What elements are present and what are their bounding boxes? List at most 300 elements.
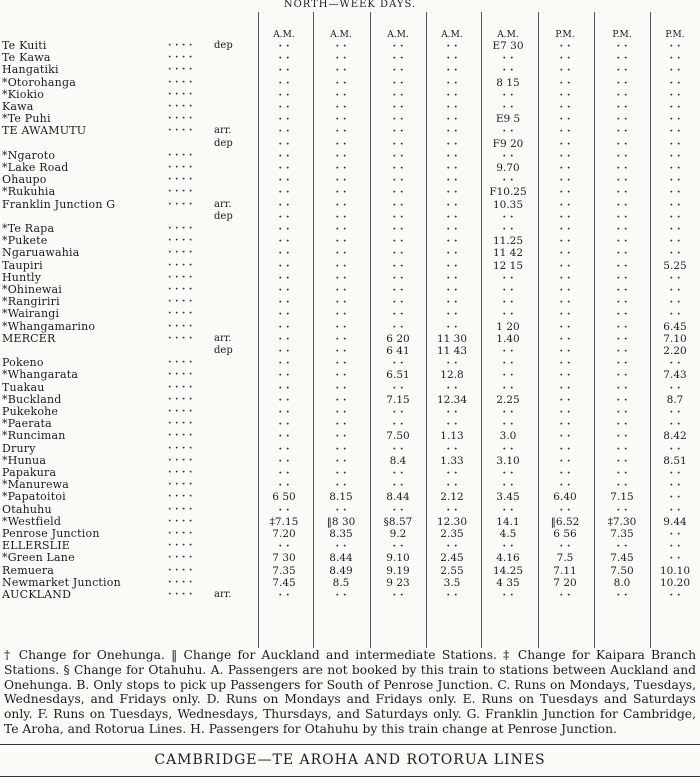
time-cell: · · (616, 198, 628, 211)
time-cell: · · (278, 247, 290, 260)
leader-dots: · · · · (168, 186, 193, 198)
leader-dots: · · · · (168, 454, 193, 466)
time-cell: · · (278, 113, 290, 126)
station-name: *Whangamarino (2, 319, 96, 333)
station-name: AUCKLAND (2, 588, 72, 601)
time-cell: · · (616, 357, 628, 370)
time-cell: · · (335, 479, 347, 492)
time-cell: · · (616, 125, 628, 138)
time-cell: · · (669, 223, 681, 235)
station-name: *Westfield (2, 514, 62, 528)
time-cell: · · (335, 345, 347, 357)
time-cell: · · (616, 284, 628, 296)
leader-dots: · · · · (168, 308, 193, 320)
time-cell: · · (616, 271, 628, 284)
arr-dep-mark: dep (214, 345, 233, 356)
timetable-grid (0, 12, 700, 648)
time-cell: 7.10 (663, 332, 687, 345)
time-cell: · · (616, 540, 628, 553)
time-cell: · · (559, 418, 571, 431)
time-cell: · · (502, 357, 514, 370)
time-cell: 11.25 (492, 235, 524, 248)
station-name: *Whangarata (2, 368, 79, 382)
time-cell: 9.70 (496, 162, 520, 174)
timetable-row (0, 235, 700, 247)
station-name: *Pukete (2, 234, 48, 248)
time-cell: 9 23 (386, 576, 410, 589)
time-cell: · · (335, 40, 347, 52)
time-cell: · · (559, 369, 571, 382)
time-cell: · · (278, 52, 290, 65)
time-cell: · · (392, 308, 404, 321)
time-cell: 8.51 (663, 454, 687, 467)
time-cell: · · (278, 64, 290, 77)
station-name: *Ngaroto (2, 148, 56, 162)
time-cell: 8.44 (329, 552, 353, 565)
time-cell: · · (616, 418, 628, 431)
time-cell: · · (669, 137, 681, 150)
time-cell: · · (502, 540, 514, 553)
time-cell: · · (446, 284, 458, 296)
station-name: *Rukuhia (2, 185, 56, 199)
time-cell: · · (278, 40, 290, 52)
time-cell: · · (502, 467, 514, 479)
leader-dots: · · · · (168, 515, 193, 527)
time-cell: · · (278, 320, 290, 333)
time-cell: · · (278, 418, 290, 431)
timetable-row (0, 565, 700, 577)
time-cell: · · (446, 418, 458, 431)
time-cell: · · (559, 406, 571, 418)
time-cell: · · (446, 540, 458, 553)
time-cell: · · (392, 210, 404, 223)
time-cell: · · (559, 589, 571, 601)
time-cell: 3.45 (496, 491, 520, 504)
time-cell: · · (278, 223, 290, 235)
time-cell: · · (559, 332, 571, 345)
time-cell: · · (278, 345, 290, 357)
time-cell: · · (278, 589, 290, 601)
timetable-row (0, 491, 700, 503)
time-cell: 7.35 (272, 564, 296, 577)
time-cell: · · (335, 393, 347, 406)
time-cell: · · (392, 442, 404, 455)
time-cell: · · (669, 491, 681, 504)
time-cell: · · (559, 381, 571, 394)
time-cell: · · (669, 113, 681, 126)
time-cell: · · (559, 113, 571, 126)
column-header-c8: P.M. (665, 30, 685, 40)
time-cell: · · (616, 467, 628, 479)
footer-rule-bottom (0, 776, 700, 777)
time-cell: · · (616, 101, 628, 113)
time-cell: · · (392, 296, 404, 309)
timetable-row (0, 174, 700, 186)
time-cell: · · (446, 162, 458, 174)
time-cell: ‖6.52 (550, 515, 580, 528)
time-cell: · · (616, 162, 628, 174)
time-cell: · · (446, 40, 458, 52)
time-cell: · · (669, 88, 681, 101)
time-cell: 8.15 (329, 491, 353, 504)
time-cell: · · (669, 210, 681, 223)
timetable-row (0, 382, 700, 394)
time-cell: · · (669, 101, 681, 113)
time-cell: · · (502, 64, 514, 77)
leader-dots: · · · · (168, 296, 193, 308)
time-cell: · · (278, 540, 290, 553)
timetable-row (0, 540, 700, 552)
column-header-c3: A.M. (387, 30, 409, 40)
time-cell: 11 43 (436, 345, 468, 357)
time-cell: · · (278, 442, 290, 455)
time-cell: · · (278, 381, 290, 394)
timetable-row (0, 589, 700, 601)
time-cell: · · (616, 406, 628, 418)
timetable-row (0, 260, 700, 272)
time-cell: · · (669, 406, 681, 418)
time-cell: · · (392, 113, 404, 126)
leader-dots: · · · · (168, 491, 193, 503)
timetable-row (0, 577, 700, 589)
time-cell: · · (335, 430, 347, 443)
leader-dots: · · · · (168, 540, 193, 552)
time-cell: 7 30 (272, 552, 296, 565)
time-cell: · · (278, 503, 290, 516)
time-cell: · · (446, 320, 458, 333)
leader-dots: · · · · (168, 284, 193, 295)
time-cell: · · (335, 308, 347, 321)
station-name: Te Kawa (2, 51, 51, 65)
time-cell: · · (278, 393, 290, 406)
time-cell: · · (278, 369, 290, 382)
timetable-row (0, 369, 700, 381)
time-cell: · · (278, 198, 290, 211)
time-cell: · · (278, 332, 290, 345)
time-cell: · · (559, 210, 571, 223)
section-title: CAMBRIDGE—TE AROHA AND ROTORUA LINES (154, 752, 546, 768)
time-cell: 1.33 (440, 454, 464, 467)
time-cell: 6.40 (553, 491, 577, 504)
time-cell: · · (278, 284, 290, 296)
time-cell: · · (669, 540, 681, 553)
timetable-row (0, 504, 700, 516)
station-name: Papakura (2, 466, 57, 479)
time-cell: · · (335, 284, 347, 296)
time-cell: 3.5 (443, 576, 461, 589)
leader-dots: · · · · (168, 174, 193, 186)
time-cell: · · (392, 357, 404, 370)
time-cell: 8 15 (496, 76, 520, 89)
leader-dots: · · · · (168, 369, 193, 381)
time-cell: · · (616, 308, 628, 321)
leader-dots: · · · · (168, 259, 193, 271)
time-cell: 10.10 (659, 564, 691, 577)
time-cell: · · (278, 430, 290, 443)
time-cell: · · (559, 174, 571, 187)
timetable-row (0, 467, 700, 479)
time-cell: · · (669, 479, 681, 492)
time-cell: · · (278, 162, 290, 174)
time-cell: 9.2 (389, 528, 407, 540)
timetable-row (0, 101, 700, 113)
station-name: Taupiri (2, 258, 43, 272)
time-cell: 7.45 (272, 576, 296, 589)
time-cell: · · (446, 198, 458, 211)
time-cell: · · (278, 210, 290, 223)
time-cell: · · (559, 430, 571, 443)
leader-dots: · · · · (168, 101, 193, 112)
time-cell: · · (502, 174, 514, 187)
time-cell: · · (669, 52, 681, 65)
time-cell: · · (559, 503, 571, 516)
station-name: *Manurewa (2, 478, 70, 492)
timetable-row (0, 77, 700, 89)
time-cell: · · (502, 479, 514, 492)
station-name: Tuakau (2, 380, 45, 394)
time-cell: · · (669, 528, 681, 540)
time-cell: · · (446, 479, 458, 492)
time-cell: · · (335, 235, 347, 248)
time-cell: E9 5 (495, 113, 521, 126)
leader-dots: · · · · (168, 467, 193, 478)
leader-dots: · · · · (168, 528, 193, 539)
time-cell: · · (446, 442, 458, 455)
time-cell: · · (669, 198, 681, 211)
leader-dots: · · · · (168, 113, 193, 125)
time-cell: 2.12 (440, 491, 464, 504)
time-cell: · · (446, 308, 458, 321)
time-cell: · · (278, 76, 290, 89)
time-cell: · · (669, 235, 681, 248)
time-cell: · · (502, 210, 514, 223)
time-cell: · · (616, 64, 628, 77)
time-cell: 6 50 (272, 491, 296, 504)
station-name: *Otorohanga (2, 75, 76, 89)
time-cell: · · (392, 467, 404, 479)
timetable-row (0, 345, 700, 357)
time-cell: · · (502, 418, 514, 431)
time-cell: · · (446, 247, 458, 260)
time-cell: · · (616, 454, 628, 467)
leader-dots: · · · · (168, 381, 193, 393)
time-cell: · · (446, 467, 458, 479)
time-cell: · · (559, 479, 571, 492)
time-cell: · · (669, 271, 681, 284)
leader-dots: · · · · (168, 320, 193, 332)
timetable-row (0, 479, 700, 491)
time-cell: · · (559, 271, 571, 284)
time-cell: · · (616, 259, 628, 272)
time-cell: · · (278, 296, 290, 309)
time-cell: · · (559, 320, 571, 333)
time-cell: · · (392, 381, 404, 394)
arr-dep-mark: arr. (214, 198, 232, 210)
time-cell: · · (392, 247, 404, 260)
time-cell: · · (335, 406, 347, 418)
time-cell: · · (502, 88, 514, 101)
station-name: *Wairangi (2, 307, 60, 321)
time-cell: 6 41 (386, 345, 410, 357)
time-cell: 11 42 (492, 247, 524, 260)
footnotes (4, 648, 696, 737)
column-header-c2: A.M. (330, 30, 352, 40)
time-cell: · · (278, 479, 290, 492)
time-cell: · · (559, 235, 571, 248)
time-cell: · · (278, 271, 290, 284)
time-cell: · · (616, 52, 628, 65)
station-name: Franklin Junction G (2, 197, 116, 211)
time-cell: · · (502, 589, 514, 601)
time-cell: · · (446, 113, 458, 126)
station-name: *Ohinewai (2, 283, 63, 296)
time-cell: · · (446, 589, 458, 601)
time-cell: · · (502, 308, 514, 321)
time-cell: · · (335, 442, 347, 455)
time-cell: · · (446, 186, 458, 199)
time-cell: 1.13 (440, 430, 464, 443)
time-cell: 14.1 (496, 515, 520, 528)
station-name: TE AWAMUTU (2, 124, 87, 138)
time-cell: · · (669, 589, 681, 601)
timetable-row (0, 186, 700, 198)
leader-dots: · · · · (168, 271, 193, 283)
leader-dots: · · · · (168, 52, 193, 64)
time-cell: 8.5 (332, 576, 350, 589)
leader-dots: · · · · (168, 564, 193, 576)
timetable-row (0, 394, 700, 406)
time-cell: · · (335, 137, 347, 150)
time-cell: 6.51 (386, 369, 410, 382)
time-cell: · · (446, 210, 458, 223)
column-header-c5: A.M. (497, 30, 519, 40)
timetable-row (0, 321, 700, 333)
time-cell: §8.57 (383, 515, 413, 528)
time-cell: · · (392, 162, 404, 174)
time-cell: · · (502, 406, 514, 418)
time-cell: 11 30 (436, 332, 468, 345)
station-name: *Kiokio (2, 87, 45, 101)
time-cell: 7.50 (610, 564, 634, 577)
time-cell: · · (446, 223, 458, 235)
time-cell: · · (446, 101, 458, 113)
timetable-row (0, 430, 700, 442)
time-cell: · · (559, 296, 571, 309)
leader-dots: · · · · (168, 479, 193, 491)
time-cell: · · (559, 223, 571, 235)
time-cell: · · (616, 345, 628, 357)
time-cell: · · (502, 296, 514, 309)
leader-dots: · · · · (168, 332, 193, 344)
time-cell: · · (446, 381, 458, 394)
time-cell: ‡7.30 (607, 515, 637, 528)
time-cell: · · (335, 174, 347, 187)
station-name: Ngaruawahia (2, 246, 80, 260)
leader-dots: · · · · (168, 576, 193, 588)
time-cell: 8.4 (389, 454, 407, 467)
time-cell: · · (335, 76, 347, 89)
station-name: MERCER (2, 331, 56, 345)
timetable-header: NORTH—WEEK DAYS. (283, 0, 417, 10)
station-name: Drury (2, 441, 36, 455)
time-cell: · · (335, 467, 347, 479)
leader-dots: · · · · (168, 430, 193, 442)
time-cell: · · (669, 64, 681, 77)
time-cell: · · (616, 210, 628, 223)
time-cell: · · (559, 52, 571, 65)
time-cell: 7.45 (610, 552, 634, 565)
station-name: *Paerata (2, 417, 52, 431)
time-cell: · · (669, 186, 681, 199)
time-cell: · · (669, 247, 681, 260)
time-cell: · · (559, 101, 571, 113)
station-name: *Rangiriri (2, 295, 60, 309)
time-cell: · · (392, 479, 404, 492)
time-cell: · · (616, 296, 628, 309)
time-cell: · · (616, 442, 628, 455)
arr-dep-mark: arr. (214, 589, 232, 600)
station-name: Te Kuiti (2, 39, 47, 52)
time-cell: · · (392, 198, 404, 211)
time-cell: · · (669, 357, 681, 370)
time-cell: 14.25 (492, 564, 524, 577)
time-cell: · · (669, 442, 681, 455)
time-cell: · · (335, 223, 347, 235)
time-cell: · · (278, 357, 290, 370)
time-cell: · · (669, 174, 681, 187)
time-cell: · · (335, 210, 347, 223)
timetable-row (0, 284, 700, 296)
station-name: Remuera (2, 563, 55, 577)
timetable-row (0, 357, 700, 369)
time-cell: · · (392, 64, 404, 77)
station-name: Newmarket Junction (2, 575, 121, 589)
time-cell: · · (446, 76, 458, 89)
time-cell: · · (559, 88, 571, 101)
timetable-row (0, 333, 700, 345)
timetable-row (0, 308, 700, 320)
time-cell: 6 20 (386, 332, 410, 345)
arr-dep-mark: dep (214, 40, 233, 51)
time-cell: · · (335, 271, 347, 284)
time-cell: ‖8 30 (326, 515, 356, 528)
time-cell: 7.15 (386, 393, 410, 406)
station-name: Otahuhu (2, 502, 52, 516)
station-name: *Hunua (2, 453, 47, 467)
time-cell: 2.45 (440, 552, 464, 565)
time-cell: 2.25 (496, 393, 520, 406)
time-cell: · · (392, 149, 404, 162)
time-cell: · · (446, 406, 458, 418)
time-cell: · · (392, 76, 404, 89)
station-name: Pokeno (2, 356, 44, 370)
time-cell: · · (669, 40, 681, 52)
time-cell: 7.20 (272, 528, 296, 540)
time-cell: 10.20 (659, 576, 691, 589)
time-cell: · · (616, 503, 628, 516)
timetable-row (0, 64, 700, 76)
timetable-row (0, 247, 700, 259)
time-cell: · · (278, 259, 290, 272)
time-cell: 7.5 (556, 552, 574, 565)
station-name: Huntly (2, 270, 42, 284)
time-cell: · · (335, 589, 347, 601)
time-cell: · · (392, 540, 404, 553)
time-cell: · · (559, 198, 571, 211)
time-cell: F9 20 (492, 137, 524, 150)
time-cell: 7.35 (610, 528, 634, 540)
station-name: *Green Lane (2, 551, 75, 565)
